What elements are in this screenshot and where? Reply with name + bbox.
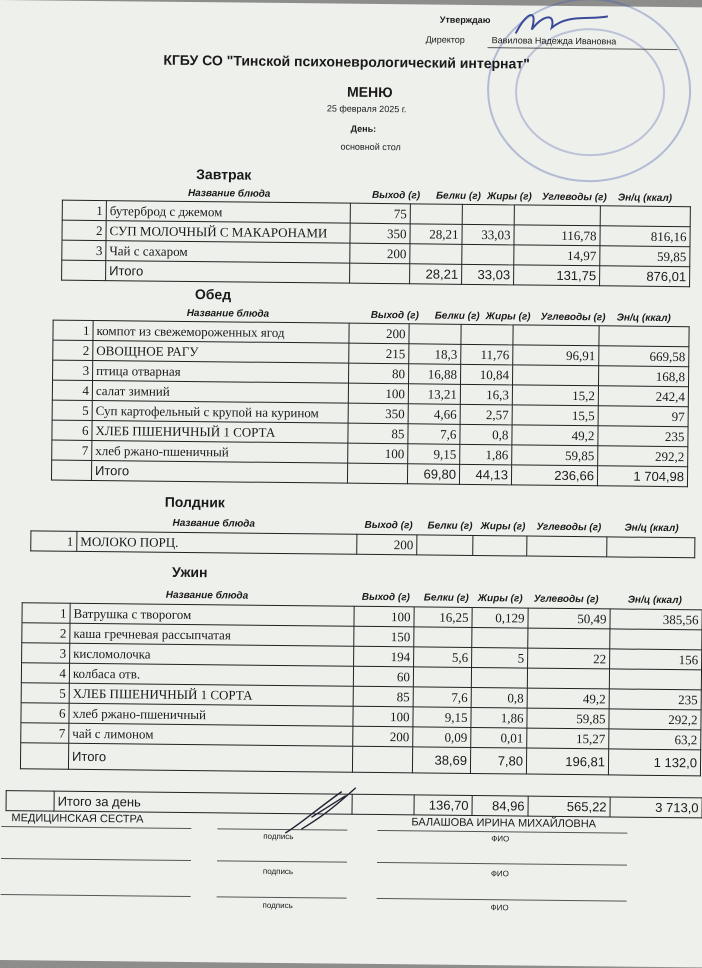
dish-name: чай с лимоном bbox=[69, 723, 353, 746]
dish-fat: 11,76 bbox=[461, 344, 513, 365]
col-output-header: Выход (г) bbox=[364, 519, 413, 532]
dish-output: 350 bbox=[350, 223, 410, 244]
dish-fat bbox=[471, 667, 527, 688]
dish-output: 60 bbox=[353, 666, 413, 687]
day-total-energy: 3 713,0 bbox=[610, 797, 702, 818]
col-energy-header: Эн/ц (ккал) bbox=[616, 312, 671, 325]
dish-protein: 13,21 bbox=[408, 384, 460, 405]
signature-line bbox=[377, 862, 627, 866]
dish-name: компот из свежемороженных ягод bbox=[93, 320, 349, 343]
signature-line bbox=[1, 894, 191, 897]
dish-carbs bbox=[513, 325, 599, 346]
row-number: 3 bbox=[53, 360, 93, 380]
col-protein-header: Белки (г) bbox=[423, 592, 469, 604]
signature-line bbox=[377, 898, 627, 902]
dish-energy: 63,2 bbox=[609, 729, 701, 750]
dish-fat bbox=[461, 324, 513, 345]
dish-protein: 9,15 bbox=[408, 444, 460, 465]
total-protein: 28,21 bbox=[410, 264, 462, 285]
total-label: Итого bbox=[91, 460, 347, 483]
dish-energy: 242,4 bbox=[598, 386, 688, 407]
total-label: Итого bbox=[106, 261, 350, 284]
dish-fat bbox=[473, 535, 527, 556]
row-number: 6 bbox=[21, 703, 69, 724]
signature-line bbox=[1, 826, 191, 829]
dish-name: хлеб ржано-пшеничный bbox=[69, 703, 353, 726]
dish-protein: 28,21 bbox=[410, 224, 462, 245]
dish-output: 100 bbox=[354, 606, 414, 627]
total-fat: 33,03 bbox=[462, 264, 514, 285]
dish-energy: 235 bbox=[598, 426, 688, 447]
total-energy: 1 132,0 bbox=[608, 749, 700, 776]
col-carbs-header: Углеводы (г) bbox=[533, 593, 599, 606]
col-fat-header: Жиры (г) bbox=[480, 521, 526, 533]
dish-protein: 18,3 bbox=[409, 344, 461, 365]
dish-energy bbox=[609, 669, 701, 690]
dish-energy bbox=[610, 629, 702, 650]
dish-output: 200 bbox=[350, 243, 410, 264]
fio-caption: ФИО bbox=[490, 869, 509, 879]
approval-role: Директор bbox=[425, 34, 465, 45]
dish-protein bbox=[410, 244, 462, 265]
dish-output: 215 bbox=[349, 343, 409, 364]
dish-protein: 5,6 bbox=[414, 647, 472, 668]
row-number: 1 bbox=[22, 603, 70, 624]
col-protein-header: Белки (г) bbox=[434, 310, 480, 323]
dish-name: салат зимний bbox=[92, 380, 348, 403]
podpis-caption: подпись bbox=[262, 866, 294, 877]
dish-fat bbox=[462, 244, 514, 265]
dish-protein: 16,25 bbox=[414, 607, 472, 628]
dish-protein bbox=[413, 667, 471, 688]
row-number: 2 bbox=[62, 220, 106, 240]
dish-fat: 0,129 bbox=[472, 607, 528, 628]
dish-carbs: 15,27 bbox=[527, 728, 609, 749]
dish-carbs bbox=[527, 668, 609, 689]
dish-energy bbox=[600, 206, 690, 227]
fio-caption: ФИО bbox=[491, 834, 510, 844]
day-label: День: bbox=[350, 123, 377, 134]
dish-energy bbox=[607, 537, 695, 558]
total-label: Итого bbox=[68, 743, 352, 772]
dish-energy: 292,2 bbox=[598, 446, 688, 467]
col-name-header: Название блюда bbox=[187, 187, 271, 200]
dish-energy: 669,58 bbox=[599, 346, 689, 367]
dish-name: кисломолочка bbox=[70, 643, 354, 666]
dish-carbs bbox=[528, 628, 610, 649]
director-signature bbox=[508, 5, 618, 42]
dish-fat: 1,86 bbox=[471, 707, 527, 728]
col-output-header: Выход (г) bbox=[371, 189, 421, 202]
total-protein: 38,69 bbox=[412, 747, 470, 774]
col-protein-header: Белки (г) bbox=[427, 520, 473, 532]
dish-carbs: 59,85 bbox=[527, 708, 609, 729]
dish-output: 200 bbox=[357, 534, 417, 555]
dish-carbs: 50,49 bbox=[528, 608, 610, 629]
row-number: 7 bbox=[21, 723, 69, 744]
podpis-caption: подпись bbox=[263, 831, 294, 842]
dish-energy: 97 bbox=[598, 406, 688, 427]
podpis-caption: подпись bbox=[262, 900, 293, 911]
row-number: 3 bbox=[62, 240, 106, 260]
dish-output: 100 bbox=[348, 383, 408, 404]
dish-energy: 385,56 bbox=[610, 609, 702, 630]
dish-name: МОЛОКО ПОРЦ. bbox=[77, 531, 357, 554]
dish-fat: 0,8 bbox=[471, 687, 527, 708]
dish-protein bbox=[414, 627, 472, 648]
nurse-name: БАЛАШОВА ИРИНА МИХАЙЛОВНА bbox=[411, 816, 597, 831]
snack-title: Полдник bbox=[164, 493, 225, 511]
row-number: 3 bbox=[22, 643, 70, 664]
total-energy: 876,01 bbox=[600, 266, 690, 287]
day-total-carbs: 565,22 bbox=[528, 796, 610, 817]
dish-protein: 7,6 bbox=[408, 424, 460, 445]
dish-protein: 7,6 bbox=[413, 687, 471, 708]
dish-carbs: 116,78 bbox=[514, 225, 600, 246]
row-number: 1 bbox=[53, 320, 93, 340]
dish-name: Ватрушка с творогом bbox=[70, 603, 354, 626]
col-energy-header: Эн/ц (ккал) bbox=[627, 594, 682, 607]
dish-fat: 16,3 bbox=[460, 384, 512, 405]
snack-table bbox=[30, 530, 695, 558]
dish-output: 85 bbox=[348, 423, 408, 444]
dish-energy: 235 bbox=[609, 689, 701, 710]
dish-carbs bbox=[514, 205, 600, 226]
table-row bbox=[31, 531, 695, 558]
table-type: основной стол bbox=[340, 141, 401, 153]
dish-energy: 168,8 bbox=[598, 366, 688, 387]
col-carbs-header: Углеводы (г) bbox=[536, 521, 602, 534]
row-number: 7 bbox=[52, 440, 92, 460]
dish-fat: 1,86 bbox=[460, 444, 512, 465]
col-carbs-header: Углеводы (г) bbox=[540, 311, 606, 324]
dish-name: бутерброд с джемом bbox=[106, 201, 350, 224]
dish-protein bbox=[410, 204, 462, 225]
day-total-fat: 84,96 bbox=[472, 795, 528, 816]
col-fat-header: Жиры (г) bbox=[477, 593, 523, 605]
dish-energy: 292,2 bbox=[609, 709, 701, 730]
dish-output: 350 bbox=[348, 403, 408, 424]
dish-carbs: 14,97 bbox=[514, 245, 600, 266]
dish-output: 75 bbox=[350, 203, 410, 224]
dish-fat bbox=[472, 627, 528, 648]
total-energy: 1 704,98 bbox=[597, 466, 687, 487]
day-total-protein: 136,70 bbox=[414, 795, 472, 816]
col-protein-header: Белки (г) bbox=[435, 190, 481, 203]
col-output-header: Выход (г) bbox=[361, 591, 410, 604]
dish-output: 100 bbox=[348, 443, 408, 464]
dish-name: ХЛЕБ ПШЕНИЧНЫЙ 1 СОРТА bbox=[92, 420, 348, 443]
dish-energy: 59,85 bbox=[600, 246, 690, 267]
col-name-header: Название блюда bbox=[186, 307, 270, 320]
signature-line bbox=[377, 830, 627, 834]
row-number: 4 bbox=[21, 663, 69, 684]
dish-fat bbox=[462, 204, 514, 225]
row-number: 2 bbox=[22, 623, 70, 644]
dish-fat: 2,57 bbox=[460, 404, 512, 425]
fio-caption: ФИО bbox=[490, 903, 509, 913]
dish-protein bbox=[417, 535, 473, 556]
row-number: 6 bbox=[52, 420, 92, 440]
col-output-header: Выход (г) bbox=[370, 309, 419, 322]
dish-output: 85 bbox=[353, 686, 413, 707]
dish-protein: 4,66 bbox=[408, 404, 460, 425]
row-number: 2 bbox=[53, 340, 93, 360]
col-fat-header: Жиры (г) bbox=[486, 191, 532, 203]
signature-line bbox=[217, 896, 347, 898]
dish-fat: 0,01 bbox=[471, 727, 527, 748]
dish-carbs: 22 bbox=[528, 648, 610, 669]
dish-carbs bbox=[512, 365, 598, 386]
dish-name: колбаса отв. bbox=[69, 663, 353, 686]
org-title: КГБУ СО "Тинской психоневрологический интернат" bbox=[163, 51, 530, 72]
dish-carbs: 49,2 bbox=[512, 425, 598, 446]
dish-protein bbox=[409, 324, 461, 345]
dish-output: 150 bbox=[354, 626, 414, 647]
dish-energy: 816,16 bbox=[600, 226, 690, 247]
dish-name: хлеб ржано-пшеничный bbox=[92, 440, 348, 463]
row-number: 5 bbox=[21, 683, 69, 704]
total-carbs: 131,75 bbox=[514, 265, 600, 286]
col-energy-header: Эн/ц (ккал) bbox=[624, 522, 679, 535]
dish-carbs: 49,2 bbox=[527, 688, 609, 709]
row-number: 1 bbox=[62, 200, 106, 220]
dish-fat: 33,03 bbox=[462, 224, 514, 245]
total-protein: 69,80 bbox=[407, 464, 459, 485]
dish-carbs: 15,2 bbox=[512, 385, 598, 406]
col-name-header: Название блюда bbox=[165, 589, 249, 602]
nurse-role: МЕДИЦИНСКАЯ СЕСТРА bbox=[11, 812, 144, 826]
col-name-header: Название блюда bbox=[172, 517, 255, 530]
doc-title: МЕНЮ bbox=[346, 83, 393, 101]
dish-name: птица отварная bbox=[93, 360, 349, 383]
dish-name: каша гречневая рассыпчатая bbox=[70, 623, 354, 646]
breakfast-title: Завтрак bbox=[196, 166, 252, 183]
total-carbs: 196,81 bbox=[526, 748, 608, 775]
col-fat-header: Жиры (г) bbox=[485, 311, 531, 323]
dish-fat: 10,84 bbox=[461, 364, 513, 385]
col-energy-header: Эн/ц (ккал) bbox=[617, 192, 673, 205]
dish-fat: 5 bbox=[472, 647, 528, 668]
approval-name: Вавилова Надежда Ивановна bbox=[491, 35, 617, 47]
dish-output: 194 bbox=[354, 646, 414, 667]
dish-carbs: 59,85 bbox=[512, 445, 598, 466]
dish-name: СУП МОЛОЧНЫЙ С МАКАРОНАМИ bbox=[106, 221, 350, 244]
row-number: 1 bbox=[31, 531, 77, 551]
dinner-table bbox=[20, 602, 702, 776]
dish-name: ХЛЕБ ПШЕНИЧНЫЙ 1 СОРТА bbox=[69, 683, 353, 706]
dish-carbs: 15,5 bbox=[512, 405, 598, 426]
total-fat: 44,13 bbox=[459, 464, 511, 485]
lunch-title: Обед bbox=[194, 286, 232, 303]
approval-label: Утверждаю bbox=[439, 14, 491, 26]
row-number: 4 bbox=[52, 380, 92, 400]
signature-line bbox=[1, 858, 191, 861]
dish-carbs: 96,91 bbox=[513, 345, 599, 366]
lunch-table bbox=[51, 320, 690, 488]
total-carbs: 236,66 bbox=[511, 465, 597, 486]
dish-energy: 156 bbox=[610, 649, 702, 670]
dish-name: Суп картофельный с крупой на курином bbox=[92, 400, 348, 423]
dinner-title: Ужин bbox=[171, 563, 208, 581]
dish-output: 80 bbox=[349, 363, 409, 384]
dish-energy bbox=[599, 326, 689, 347]
dish-fat: 0,8 bbox=[460, 424, 512, 445]
dish-carbs bbox=[527, 536, 607, 557]
row-number: 5 bbox=[52, 400, 92, 420]
breakfast-table bbox=[61, 200, 691, 288]
day-total-label: Итого за день bbox=[54, 791, 352, 814]
nurse-signature bbox=[281, 783, 362, 840]
doc-date: 25 февраля 2025 г. bbox=[326, 103, 407, 115]
col-carbs-header: Углеводы (г) bbox=[541, 191, 607, 204]
total-fat: 7,80 bbox=[470, 747, 526, 774]
dish-protein: 0,09 bbox=[413, 727, 471, 748]
dish-output: 200 bbox=[353, 726, 413, 747]
dish-protein: 16,88 bbox=[409, 364, 461, 385]
dish-protein: 9,15 bbox=[413, 707, 471, 728]
dish-name: Чай с сахаром bbox=[106, 241, 350, 264]
dish-output: 100 bbox=[353, 706, 413, 727]
signature-line bbox=[217, 860, 347, 862]
dish-name: ОВОЩНОЕ РАГУ bbox=[93, 340, 349, 363]
dish-output: 200 bbox=[349, 323, 409, 344]
